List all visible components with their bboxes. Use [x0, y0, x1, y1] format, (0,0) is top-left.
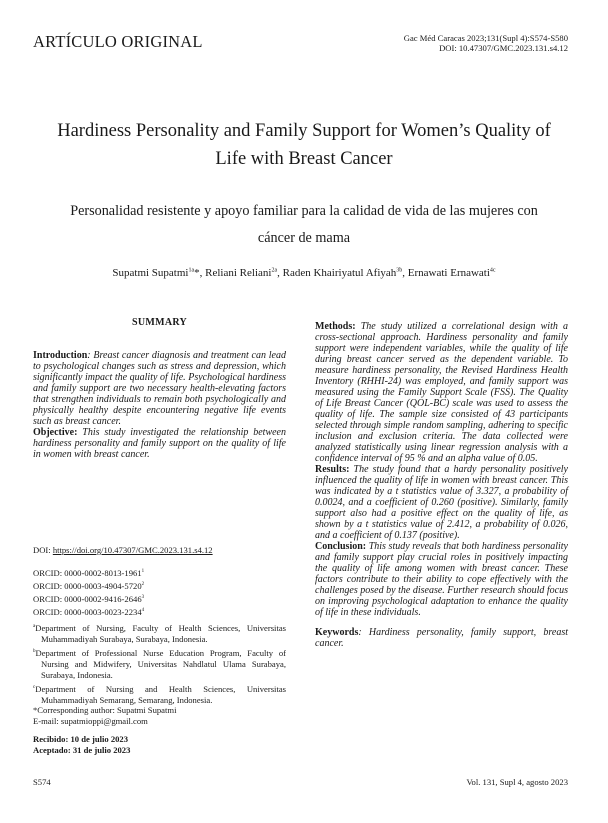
journal-doi: DOI: 10.47307/GMC.2023.131.s4.12 [439, 43, 568, 53]
contact-email: E-mail: supatmioppi@gmail.com [33, 716, 148, 726]
left-abstract [33, 350, 286, 460]
orcid-item: ORCID: 0000-0002-8013-1961$^1$ [33, 567, 145, 578]
affiliation-item: $^a$Department of Nursing, Faculty of Health Sciences, Universitas Muhammadiyah Surabaya, Surabaya, Indonesia. [33, 622, 286, 645]
orcid-item: ORCID: 0000-0002-9416-2646$^3$ [33, 593, 145, 604]
page-number: S574 [33, 777, 51, 787]
methods-paragraph: Methods: The study utilized a correlational design with a cross-sectional approach. Hardiness personality and family support were independent variables, while the quality of life during breast cancer served as the dependent variable. To measure hardiness personality, the Revised Hardiness Health Inventory (RHHI-24) was employed, and family support was measured using the Family Support Scale (FSS). The Quality of Life Breast Cancer (QOL-BC) scale was used to assess the quality of life. The sample size consisted of 43 participants selected through simple random sampling, adhering to specific inclusion and exclusion criteria. The data collected were analyzed statistically using linear regression analysis with a confidence interval of 95 % and an alpha value of 0.05. [315, 321, 568, 464]
corresponding-author: *Corresponding author: Supatmi Supatmi [33, 705, 177, 715]
author-list [30, 267, 578, 279]
author: Reliani Reliani$^{2a}$, [205, 267, 283, 279]
orcid-item: ORCID: 0000-0003-4904-5720$^2$ [33, 580, 145, 591]
author: Raden Khairiyatul Afiyah$^{3b}$, [282, 267, 408, 279]
results-paragraph: Results: The study found that a hardy personality positively influenced the quality of life in women with breast cancer. This was indicated by a t statistics value of 3.327, a probability of 0.0024, and a coefficient of 0.260 (positive). Similarly, family support also had a positive effect on the quality of life, as shown by a t statistics value of 2.412, a probability of 0.026, and a coefficient of 0.137 (positive). [315, 464, 568, 541]
objective-paragraph: Objective: This study investigated the relationship between hardiness personality and family support on the quality of life in women with breast cancer. [33, 427, 286, 460]
orcid-item: ORCID: 0000-0003-0023-2234$^4$ [33, 607, 145, 618]
dates [33, 734, 130, 756]
correspondence [33, 705, 286, 727]
volume-info: Vol. 131, Supl 4, agosto 2023 [466, 777, 568, 787]
keywords-paragraph: Keywords: Hardiness personality, family support, breast cancer. [315, 627, 568, 649]
section-label: ARTÍCULO ORIGINAL [33, 32, 203, 51]
summary-heading: SUMMARY [131, 317, 188, 328]
article-subtitle: Personalidad resistente y apoyo familiar para la calidad de vida de las mujeres con cáncer de mama [70, 203, 538, 246]
conclusion-paragraph: Conclusion: This study reveals that both hardiness personality and family support play crucial roles in positively impacting the quality of life among women with breast cancer. These factors contribute to their ability to cope effectively with the challenges posed by the disease. Further research should focus on improving psychological adaptation to enhance the quality of life in these individuals. [315, 541, 568, 618]
affiliation-item: $^b$Department of Professional Nurse Education Program, Faculty of Nursing and Midwifery, Universitas Nahdlatul Ulama Surabaya, Surabaya, Indonesia. [33, 647, 286, 681]
right-abstract [315, 321, 568, 649]
journal-citation: Gac Méd Caracas 2023;131(Supl 4):S574-S580 [403, 33, 568, 43]
author: Supatmi Supatmi$^{1a}$*, [112, 267, 206, 279]
orcid-list [33, 566, 286, 618]
article-title: Hardiness Personality and Family Support for Women’s Quality of Life with Breast Cancer [57, 121, 551, 169]
affiliation-item: $^c$Department of Nursing and Health Sciences, Universitas Muhammadiyah Semarang, Semarang, Indonesia. [33, 683, 286, 706]
doi-line: DOI: https://doi.org/10.47307/GMC.2023.131.s4.12 [33, 545, 213, 555]
author: Ernawati Ernawati$^{4c}$ [407, 267, 496, 279]
affiliation-list [33, 621, 286, 706]
accepted-date: Aceptado: 31 de julio 2023 [33, 745, 131, 755]
introduction-paragraph: Introduction: Breast cancer diagnosis and treatment can lead to psychological changes such as stress and depression, which significantly impact the quality of life. Psychological hardiness and family support are two necessary health-elevating factors that strengthen individuals to remain both psychologically and physically healthy despite encountering negative life events such as breast cancer. [33, 350, 286, 427]
journal-reference [404, 33, 568, 53]
received-date: Recibido: 10 de julio 2023 [33, 734, 129, 744]
doi-link[interactable]: https://doi.org/10.47307/GMC.2023.131.s4.12 [52, 545, 213, 555]
